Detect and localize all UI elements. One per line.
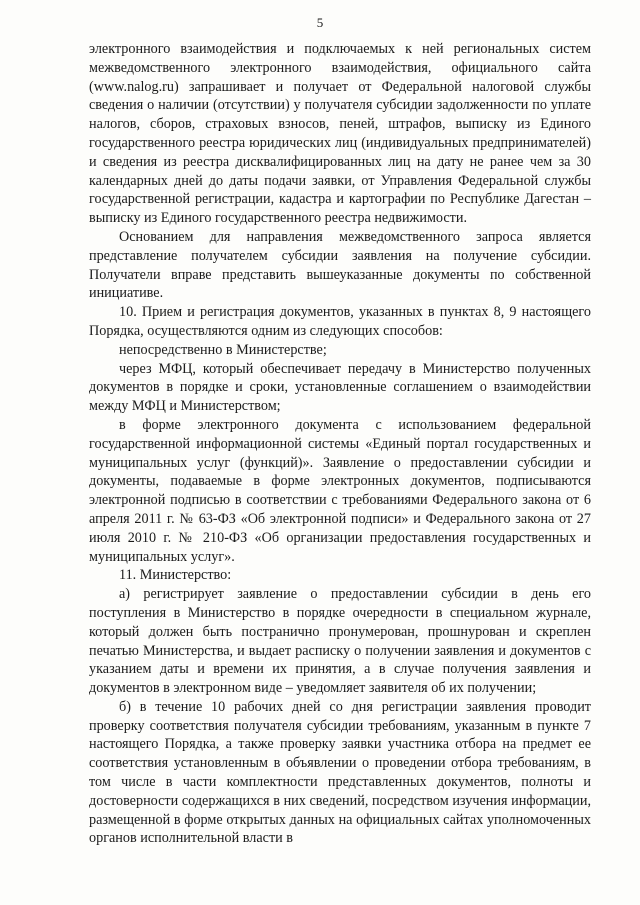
document-body [89, 40, 591, 848]
paragraph-method-mfc: через МФЦ, который обеспечивает передачу в Министерство полученных документов в порядке и сроки, установленные соглашением о взаимодействии между МФЦ и Министерством; [89, 360, 591, 415]
paragraph-method-ministry: непосредственно в Министерстве; [119, 341, 327, 358]
paragraph-request-basis: Основанием для направления межведомственного запроса является представление получателем субсидии заявления на получение субсидии. Получатели вправе представить вышеуказанные документы по собственной инициативе. [89, 228, 591, 302]
page-number: 5 [316, 15, 324, 30]
paragraph-item-11b: б) в течение 10 рабочих дней со дня регистрации заявления проводит проверку соответствия получателя субсидии требованиям, указанным в пункте 7 настоящего Порядка, а также проверку заявки участника отбора на предмет ее соответствия установленным в объявлении о проведении отбора требованиям, в том числе в части комплектности представленных документов, полноты и достоверности содержащихся в них сведений, посредством изучения информации, размещенной в форме открытых данных на официальных сайтах уполномоченных органов исполнительной власти в [89, 698, 591, 847]
paragraph-item-11a: а) регистрирует заявление о предоставлении субсидии в день его поступления в Министерство в порядке очередности в специальном журнале, который должен быть постранично пронумерован, прошнурован и скреплен печатью Министерства, и выдает расписку о получении заявления и документов с указанием даты и времени их принятия, а в случае получения заявления и документов в электронном виде – уведомляет заявителя об их получении; [89, 586, 591, 697]
paragraph-method-electronic: в форме электронного документа с использованием федеральной государственной информационной системы «Единый портал государственных и муниципальных услуг (функций)». Заявление о предоставлении субсидии и документы, подаваемые в форме электронных документов, подписываются электронной подписью в соответствии с требованиями Федерального закона от 6 апреля 2011 г. № 63-ФЗ «Об электронной подписи» и Федерального закона от 27 июля 2010 г. № 210-ФЗ «Об организации предоставления государственных и муниципальных услуг». [89, 416, 591, 565]
paragraph-item-11: 11. Министерство: [119, 567, 232, 584]
paragraph-item-10: 10. Прием и регистрация документов, указанных в пунктах 8, 9 настоящего Порядка, осуществляются одним из следующих способов: [89, 304, 591, 339]
paragraph-continuation: электронного взаимодействия и подключаемых к ней региональных систем межведомственного электронного взаимодействия, официального сайта (www.nalog.ru) запрашивает и получает от Федеральной налоговой службы сведения о наличии (отсутствии) у получателя субсидии задолженности по уплате налогов, сборов, страховых взносов, пеней, штрафов, выписку из Единого государственного реестра юридических лиц (индивидуальных предпринимателей) и сведения из реестра дисквалифицированных лиц на дату не ранее чем за 30 календарных дней до даты подачи заявки, от Управления Федеральной службы государственной регистрации, кадастра и картографии по Республике Дагестан – выписку из Единого государственного реестра недвижимости. [89, 41, 591, 227]
